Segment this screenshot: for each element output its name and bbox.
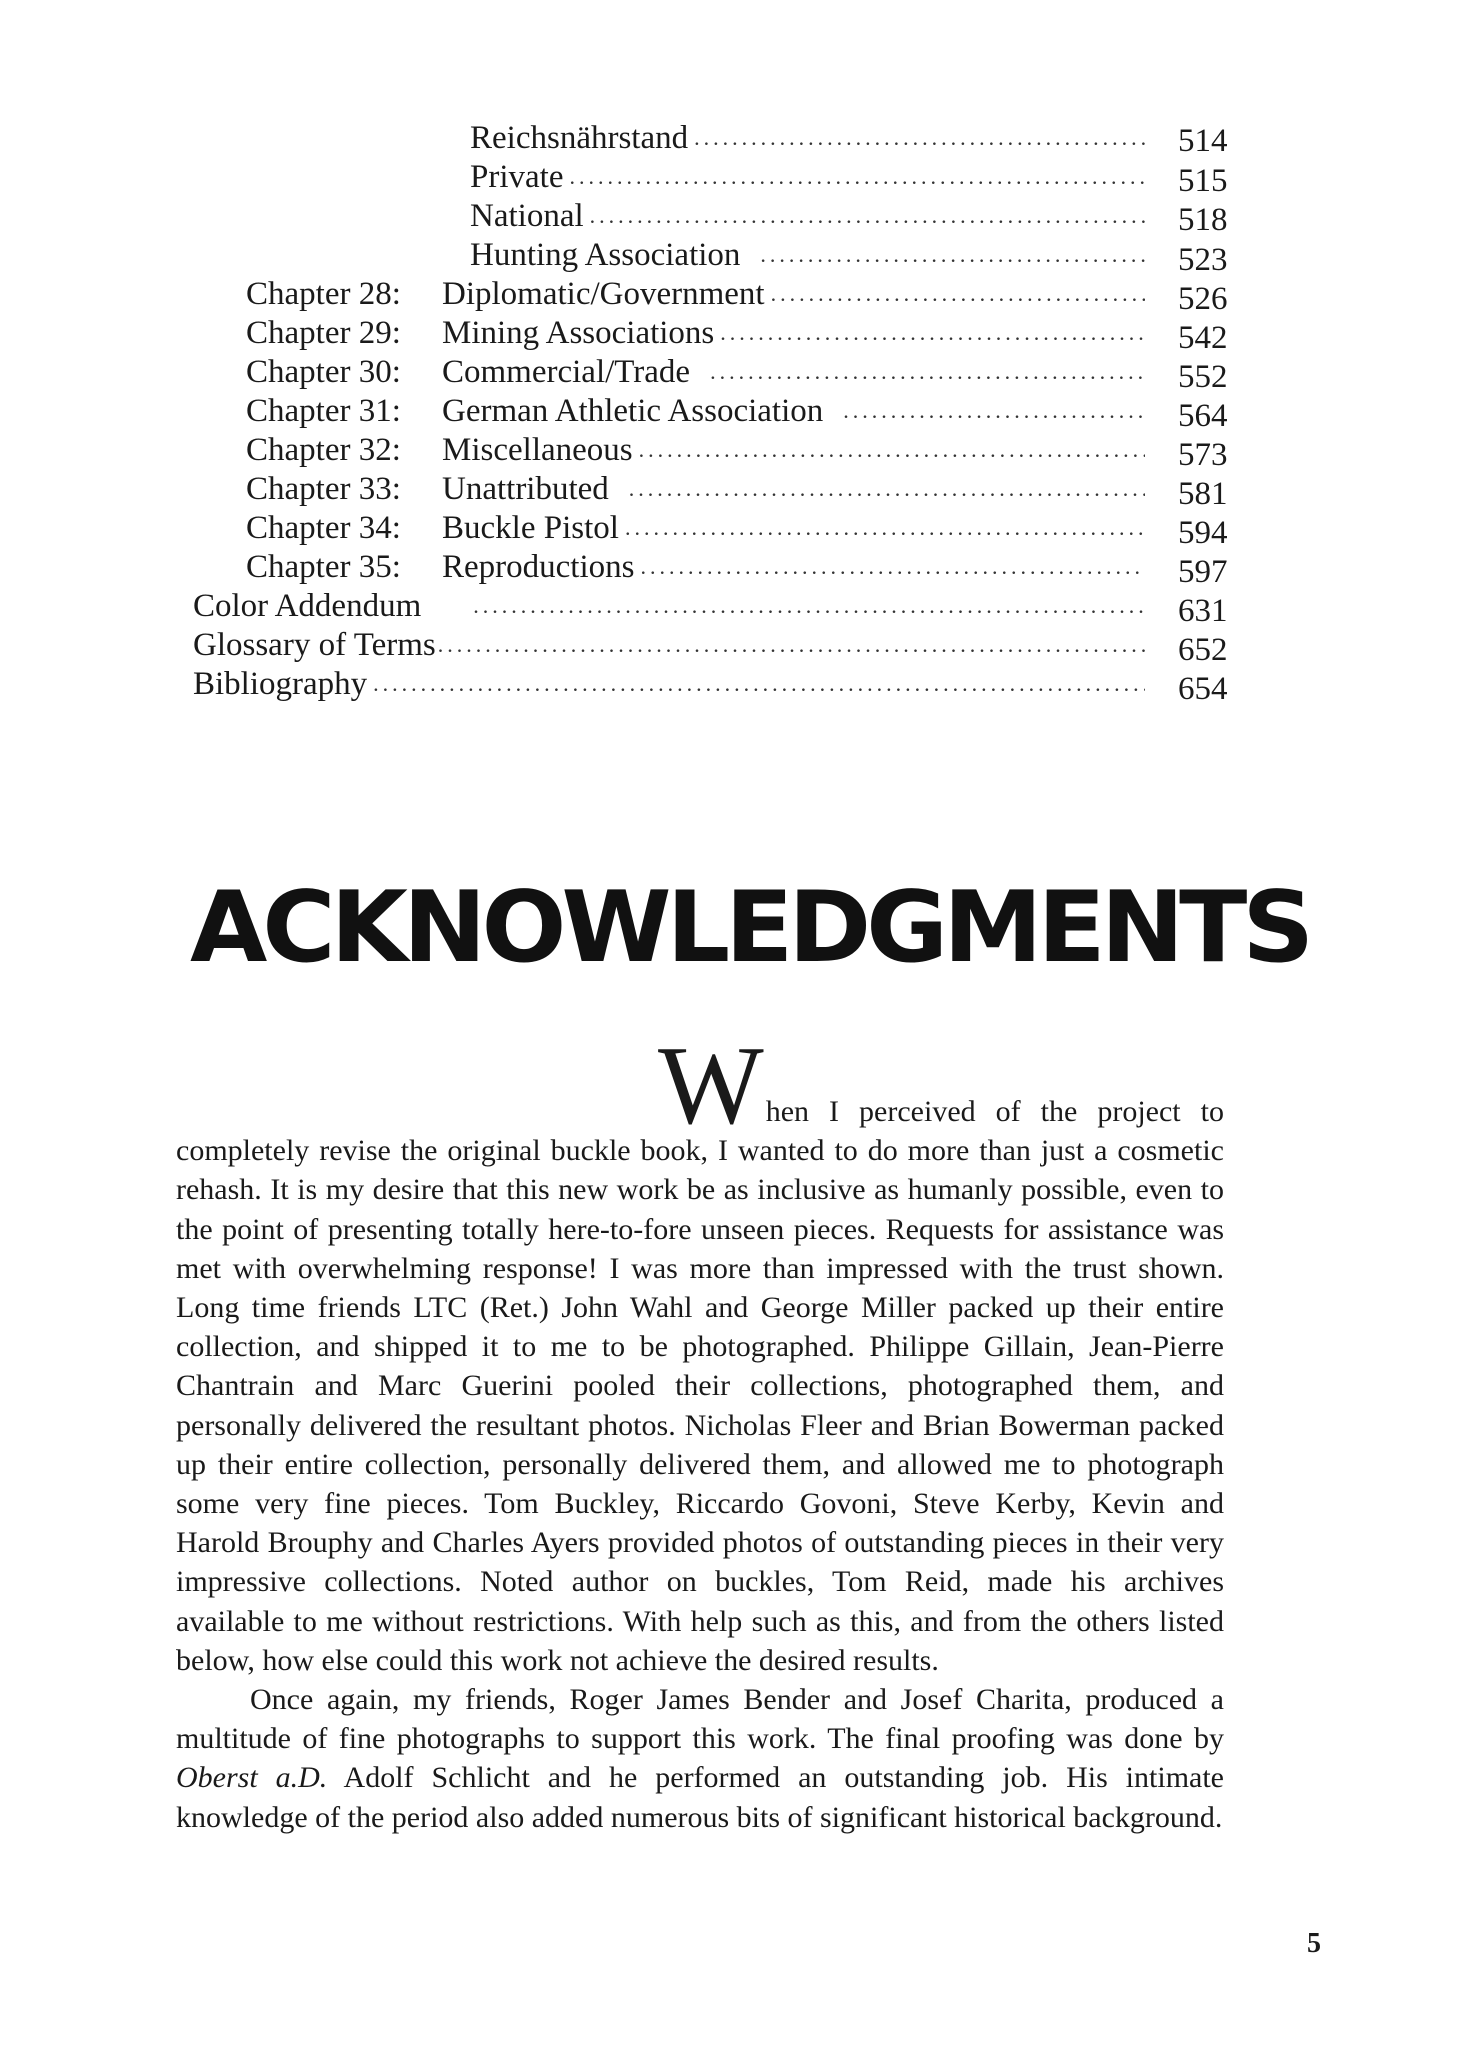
drop-cap: W <box>658 1024 764 1148</box>
paragraph-2-text-a: Once again, my friends, Roger James Bender and Josef Charita, produced a multitude of fine photographs to support this work. The final proofing was done by <box>176 1683 1224 1756</box>
toc-entry-page: 581 <box>1178 476 1228 512</box>
toc-entry-page: 552 <box>1178 359 1228 395</box>
toc-entry-page: 597 <box>1178 554 1228 590</box>
toc-entry[interactable] <box>442 391 1145 431</box>
toc-entry-title: Reichsnährstand <box>470 120 689 156</box>
toc-entry-title: Reproductions <box>442 549 635 585</box>
toc-entry[interactable] <box>193 586 1145 626</box>
paragraph-2-italic: Oberst a.D. <box>176 1761 328 1795</box>
toc-leader-dots <box>373 664 1145 704</box>
toc-entry-title: Unattributed <box>442 471 609 507</box>
toc-entry-title: Mining Associations <box>442 315 715 351</box>
toc-leader-dots <box>760 235 1145 275</box>
toc-chapter-label: Chapter 30: <box>246 354 401 390</box>
toc-chapter-label: Chapter 33: <box>246 471 401 507</box>
toc-entry[interactable] <box>470 196 1145 236</box>
toc-entry[interactable] <box>193 664 1145 704</box>
toc-entry-page: 654 <box>1178 671 1228 707</box>
toc-entry-title: German Athletic Association <box>442 393 824 429</box>
toc-entry-page: 526 <box>1178 281 1228 317</box>
page-number: 5 <box>1307 1928 1321 1959</box>
toc-entry-page: 523 <box>1178 242 1228 278</box>
toc-entry-page: 652 <box>1178 632 1228 668</box>
toc-entry-title: Diplomatic/Government <box>442 276 765 312</box>
toc-leader-dots <box>473 586 1145 626</box>
toc-chapter-label: Chapter 28: <box>246 276 401 312</box>
toc-entry-page: 515 <box>1178 163 1228 199</box>
toc-entry[interactable] <box>442 313 1145 353</box>
toc-entry[interactable] <box>442 352 1145 392</box>
toc-entry-title: Bibliography <box>193 666 368 702</box>
toc-leader-dots <box>438 625 1145 665</box>
toc-leader-dots <box>639 430 1145 470</box>
toc-chapter-label: Chapter 32: <box>246 432 401 468</box>
toc-entry-title: Private <box>470 159 564 195</box>
toc-entry-page: 573 <box>1178 437 1228 473</box>
toc-entry-title: Miscellaneous <box>442 432 633 468</box>
toc-entry-page: 542 <box>1178 320 1228 356</box>
toc-leader-dots <box>640 547 1145 587</box>
toc-entry-title: Buckle Pistol <box>442 510 619 546</box>
acknowledgments-body <box>176 1024 1224 1837</box>
toc-entry[interactable] <box>442 508 1145 548</box>
toc-chapter-label: Chapter 31: <box>246 393 401 429</box>
toc-leader-dots <box>710 352 1145 392</box>
paragraph-1 <box>176 1024 1224 1680</box>
toc-leader-dots <box>720 313 1145 353</box>
toc-entry[interactable] <box>470 118 1145 158</box>
toc-chapter-label: Chapter 34: <box>246 510 401 546</box>
toc-entry-title: Glossary of Terms <box>193 627 436 663</box>
toc-leader-dots <box>625 508 1145 548</box>
toc-entry-page: 594 <box>1178 515 1228 551</box>
toc-entry-title: National <box>470 198 584 234</box>
page-heading: ACKNOWLEDGMENTS <box>190 871 1310 985</box>
toc-entry[interactable] <box>442 547 1145 587</box>
toc-entry-page: 518 <box>1178 202 1228 238</box>
toc-leader-dots <box>629 469 1145 509</box>
toc-entry-title: Color Addendum <box>193 588 422 624</box>
toc-entry[interactable] <box>442 430 1145 470</box>
toc-entry[interactable] <box>193 625 1145 665</box>
toc-entry-page: 564 <box>1178 398 1228 434</box>
paragraph-2 <box>176 1680 1224 1837</box>
toc-leader-dots <box>569 157 1145 197</box>
toc-entry[interactable] <box>470 235 1145 275</box>
toc-entry-title: Hunting Association <box>470 237 741 273</box>
toc-entry[interactable] <box>470 157 1145 197</box>
toc-entry-page: 514 <box>1178 123 1228 159</box>
toc-entry[interactable] <box>442 469 1145 509</box>
toc-leader-dots <box>590 196 1145 236</box>
toc-entry[interactable] <box>442 274 1145 314</box>
toc-leader-dots <box>771 274 1145 314</box>
paragraph-2-text-b: Adolf Schlicht and he performed an outstanding job. His intimate knowledge of the period also added numerous bits of significant historical background. <box>176 1761 1224 1834</box>
toc-leader-dots <box>694 118 1145 158</box>
toc-chapter-label: Chapter 35: <box>246 549 401 585</box>
toc-leader-dots <box>843 391 1145 431</box>
toc-chapter-label: Chapter 29: <box>246 315 401 351</box>
paragraph-1-text: hen I perceived of the project to completely revise the original buckle book, I wanted to do more than just a cosmetic rehash. It is my desire that this new work be as inclusive as humanly possible, even to the point of presenting totally here-to-fore unseen pieces. Requests for assistance was met with overwhelming response! I was more than impressed with the trust shown. Long time friends LTC (Ret.) John Wahl and George Miller packed up their entire collection, and shipped it to me to be photographed. Philippe Gillain, Jean-Pierre Chantrain and Marc Guerini pooled their collections, photographed them, and personally delivered the resultant photos. Nicholas Fleer and Brian Bowerman packed up their entire collection, personally delivered them, and allowed me to photograph some very fine pieces. Tom Buckley, Riccardo Govoni, Steve Kerby, Kevin and Harold Brouphy and Charles Ayers provided photos of outstanding pieces in their very impressive collections. Noted author on buckles, Tom Reid, made his archives available to me without restrictions. With help such as this, and from the others listed below, how else could this work not achieve the desired results. <box>176 1095 1224 1677</box>
toc-entry-title: Commercial/Trade <box>442 354 691 390</box>
toc-entry-page: 631 <box>1178 593 1228 629</box>
